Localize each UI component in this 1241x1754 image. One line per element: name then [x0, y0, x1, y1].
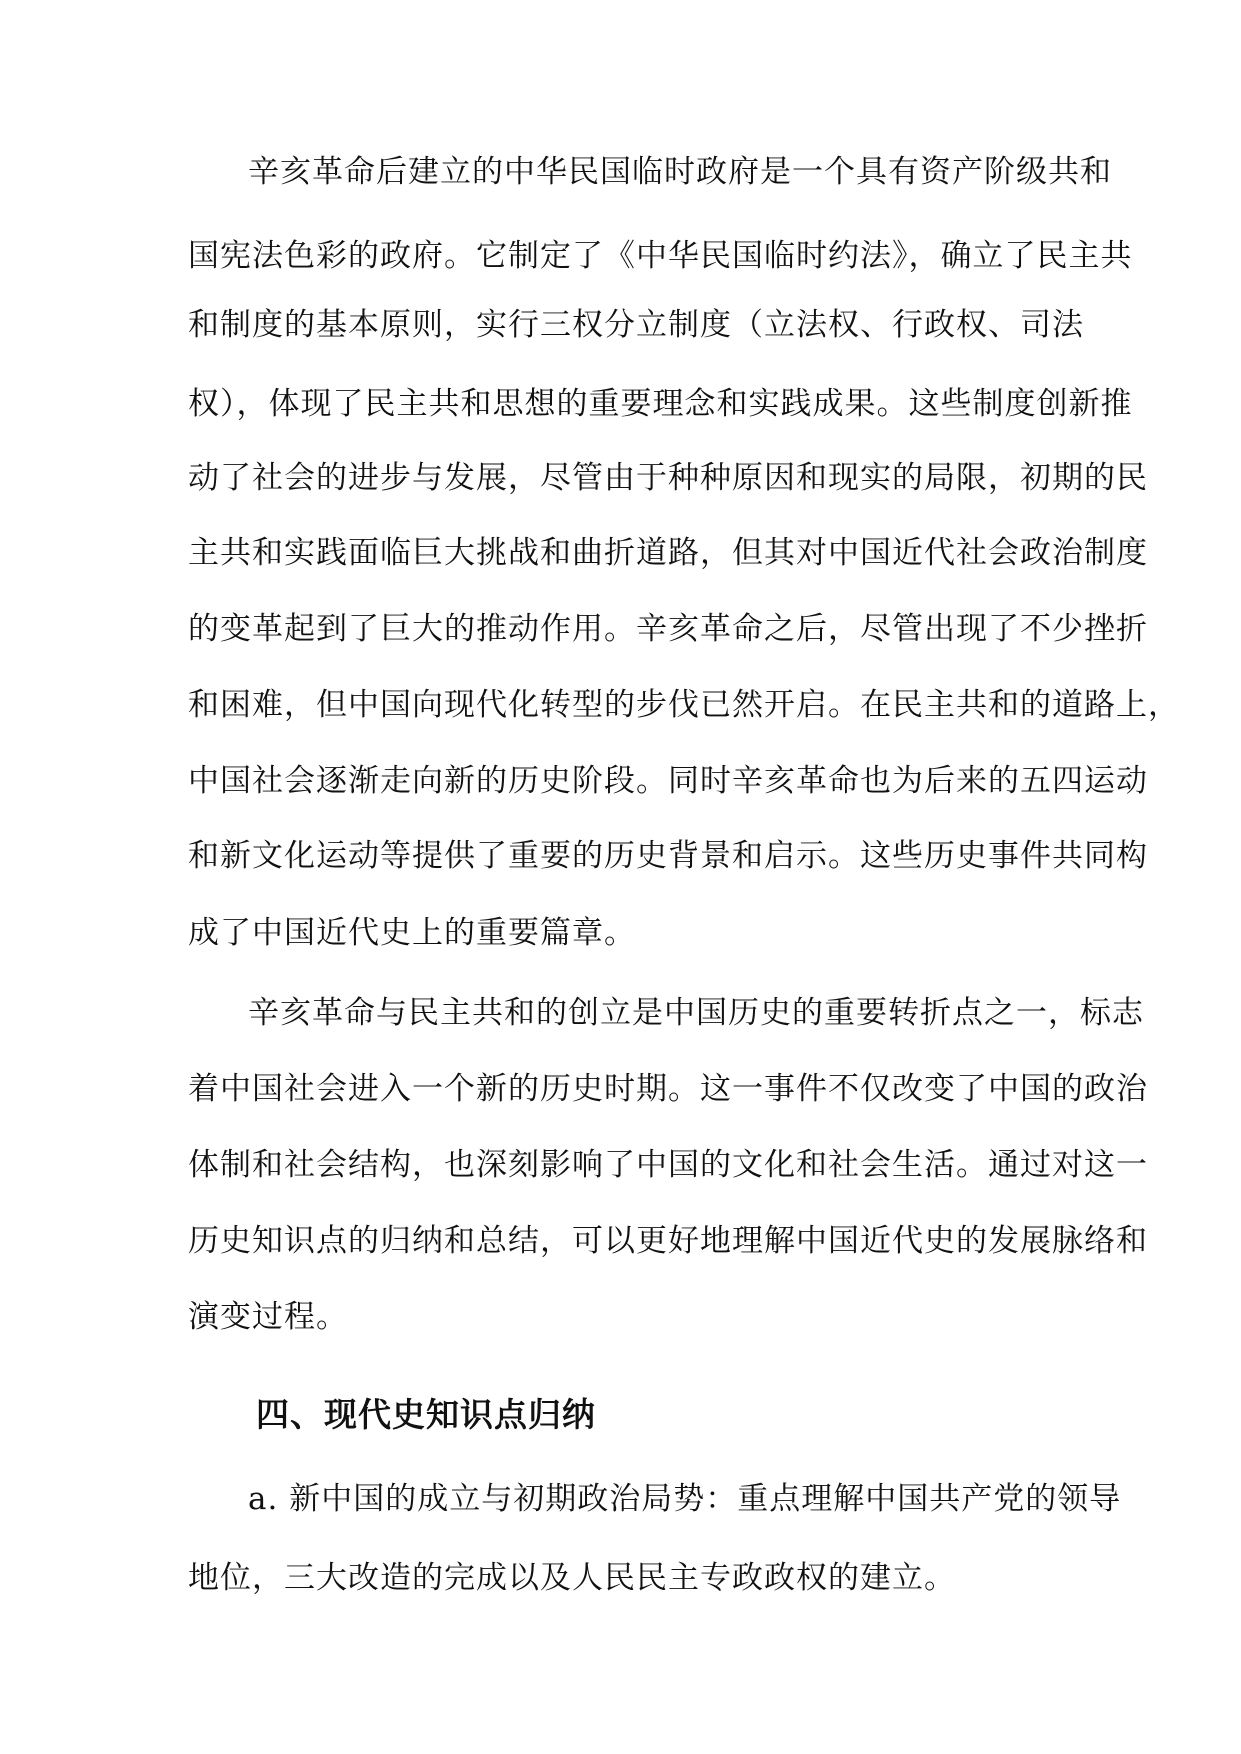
paragraph-2-line-1: 辛亥革命与民主共和的创立是中国历史的重要转折点之一，标志: [248, 995, 1144, 1031]
paragraph-1-line-3: 和制度的基本原则，实行三权分立制度（立法权、行政权、司法: [188, 307, 1084, 343]
paragraph-1-line-8: 和困难，但中国向现代化转型的步伐已然开启。在民主共和的道路上，: [188, 687, 1180, 723]
paragraph-1-line-7: 的变革起到了巨大的推动作用。辛亥革命之后，尽管出现了不少挫折: [188, 611, 1148, 647]
paragraph-2-line-3: 体制和社会结构，也深刻影响了中国的文化和社会生活。通过对这一: [188, 1147, 1148, 1183]
paragraph-1-line-2: 国宪法色彩的政府。它制定了《中华民国临时约法》，确立了民主共: [188, 238, 1133, 274]
paragraph-1-line-9: 中国社会逐渐走向新的历史阶段。同时辛亥革命也为后来的五四运动: [188, 763, 1148, 799]
paragraph-1-line-1: 辛亥革命后建立的中华民国临时政府是一个具有资产阶级共和: [248, 154, 1112, 190]
paragraph-2-line-5: 演变过程。: [188, 1299, 348, 1335]
paragraph-2-line-4: 历史知识点的归纳和总结，可以更好地理解中国近代史的发展脉络和: [188, 1223, 1148, 1259]
section-heading: 四、现代史知识点归纳: [256, 1395, 596, 1434]
paragraph-1-line-4: 权），体现了民主共和思想的重要理念和实践成果。这些制度创新推: [188, 386, 1133, 422]
paragraph-1-line-5: 动了社会的进步与发展，尽管由于种种原因和现实的局限，初期的民: [188, 460, 1148, 496]
item-a-line-1: a. 新中国的成立与初期政治局势：重点理解中国共产党的领导: [248, 1481, 1122, 1517]
paragraph-1-line-10: 和新文化运动等提供了重要的历史背景和启示。这些历史事件共同构: [188, 838, 1148, 874]
paragraph-2-line-2: 着中国社会进入一个新的历史时期。这一事件不仅改变了中国的政治: [188, 1071, 1148, 1107]
item-a-line-2: 地位，三大改造的完成以及人民民主专政政权的建立。: [188, 1560, 956, 1596]
paragraph-1-line-11: 成了中国近代史上的重要篇章。: [188, 915, 636, 951]
paragraph-1-line-6: 主共和实践面临巨大挑战和曲折道路，但其对中国近代社会政治制度: [188, 535, 1148, 571]
